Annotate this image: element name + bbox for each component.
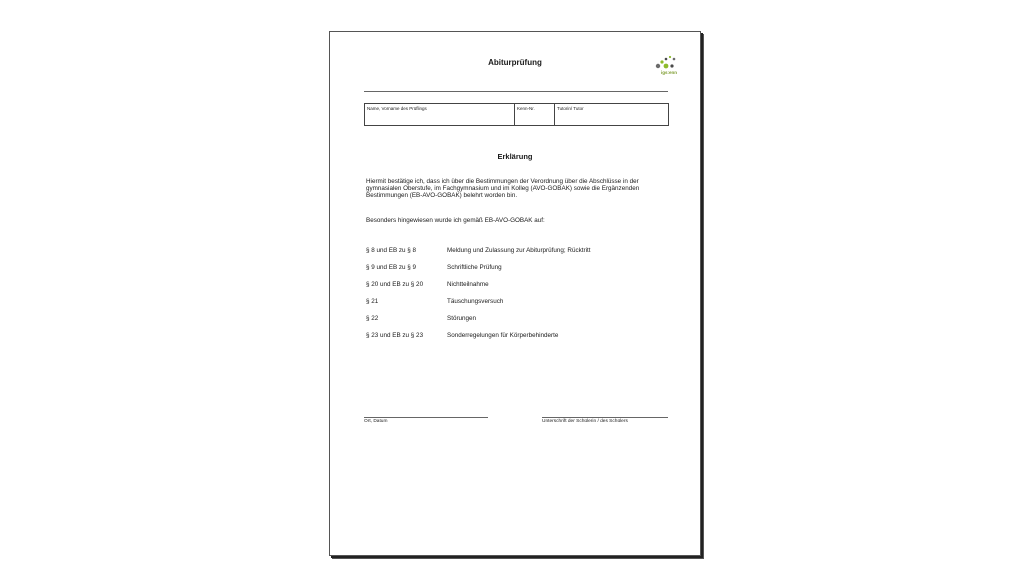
document-title: Abiturprüfung xyxy=(488,58,542,67)
tutor-field-label: Tutorin/ Tutor xyxy=(557,106,584,111)
rule-section: § 23 und EB zu § 23 xyxy=(366,332,424,339)
declaration-paragraph: Hiermit bestätige ich, dass ich über die Bestimmungen der Verordnung über die Abschlüsse in der gymnasialen Oberstufe, im Fachgymnasium und im Kolleg (AVO-GOBAK) sowie die Ergänzenden Bestimmungen (EB-AVO-GOBAK) belehrt worden bin. xyxy=(366,178,640,199)
rule-section: § 22 xyxy=(366,315,379,322)
rule-description: Täuschungsversuch xyxy=(447,298,504,305)
signature-label: Unterschrift der Schülerin / des Schülers xyxy=(542,419,628,424)
rule-section: § 9 und EB zu § 9 xyxy=(366,264,417,271)
rule-description: Meldung und Zulassung zur Abiturprüfung; Rücktritt xyxy=(447,247,591,254)
rule-description: Störungen xyxy=(447,315,477,322)
rule-description: Nichtteilnahme xyxy=(447,281,489,288)
declaration-paragraph-2: Besonders hingewiesen wurde ich gemäß EB-AVO-GOBAK auf: xyxy=(366,217,545,224)
rule-description: Schriftliche Prüfung xyxy=(447,264,502,271)
logo-dots-icon xyxy=(652,52,682,72)
rule-description: Sonderregelungen für Körperbehinderte xyxy=(447,332,559,339)
header-divider xyxy=(364,91,668,92)
rule-section: § 20 und EB zu § 20 xyxy=(366,281,424,288)
rule-section: § 8 und EB zu § 8 xyxy=(366,247,417,254)
declaration-heading: Erklärung xyxy=(497,152,533,161)
rule-section: § 21 xyxy=(366,298,379,305)
place-date-line xyxy=(364,417,488,418)
student-info-table xyxy=(364,103,669,126)
kenn-nr-field-label: Kenn-Nr. xyxy=(515,104,555,125)
name-field-label: Name, Vorname des Prüflings xyxy=(365,104,515,125)
place-date-label: Ort, Datum xyxy=(364,419,388,424)
signature-line xyxy=(542,417,668,418)
logo-text: igs:enn xyxy=(661,70,678,75)
document-page xyxy=(329,31,701,556)
